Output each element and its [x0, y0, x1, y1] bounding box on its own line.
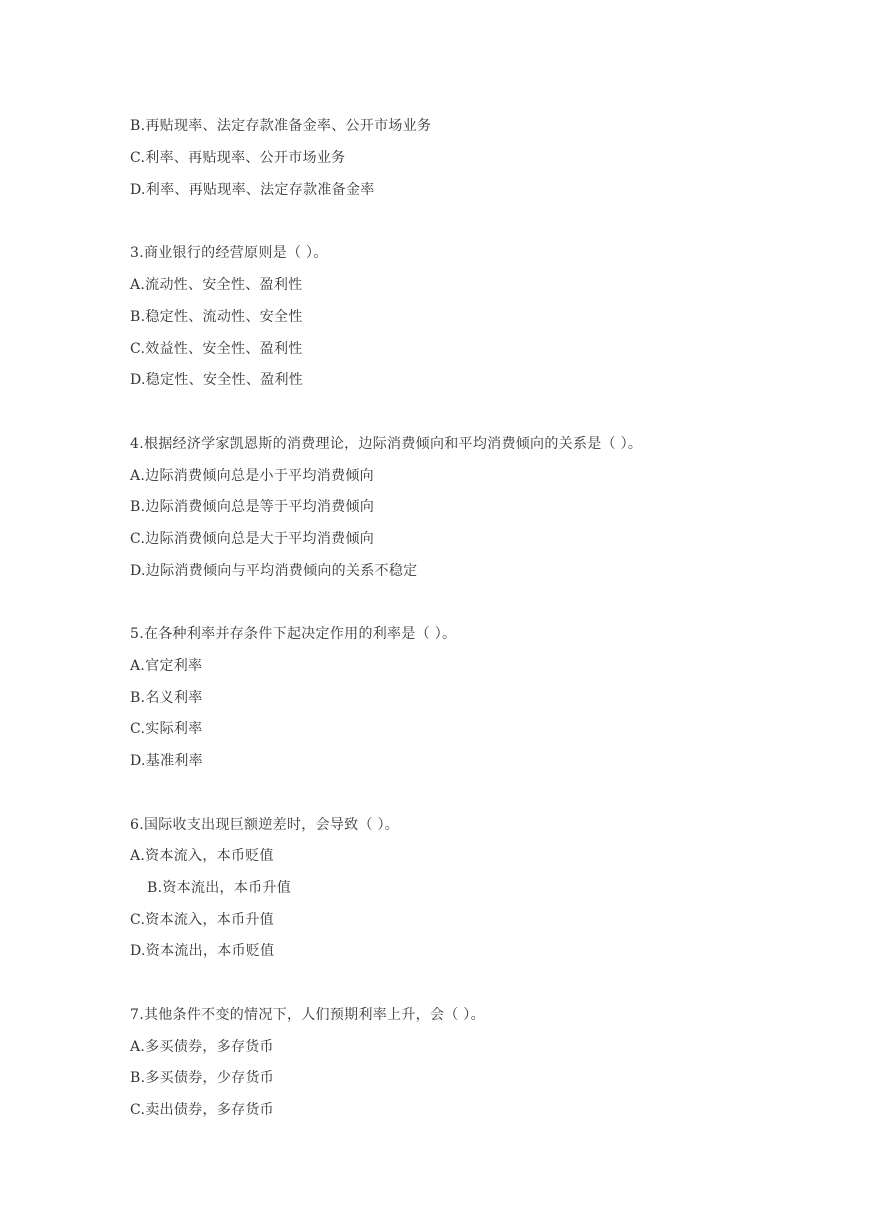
option-a: A.流动性、安全性、盈利性 [130, 277, 303, 293]
option-b: B.多买债券，少存货币 [130, 1070, 275, 1086]
option-a: A.官定利率 [130, 658, 203, 674]
question-4-stem: 4.根据经济学家凯恩斯的消费理论，边际消费倾向和平均消费倾向的关系是（ ）。 [130, 436, 643, 452]
option-a: A.资本流入，本币贬值 [130, 848, 274, 864]
option-b: B.再贴现率、法定存款准备金率、公开市场业务 [130, 118, 432, 134]
option-d: D.资本流出，本币贬值 [130, 943, 275, 959]
question-7-stem: 7.其他条件不变的情况下，人们预期利率上升，会（ ）。 [130, 1007, 485, 1023]
option-c: C.边际消费倾向总是大于平均消费倾向 [130, 531, 375, 547]
option-a: A.多买债券，多存货币 [130, 1039, 274, 1055]
option-c: C.利率、再贴现率、公开市场业务 [130, 150, 346, 166]
option-c: C.资本流入，本币升值 [130, 912, 274, 928]
question-3-stem: 3.商业银行的经营原则是（ ）。 [130, 245, 328, 261]
option-b: B.边际消费倾向总是等于平均消费倾向 [130, 499, 375, 515]
option-b: B.名义利率 [130, 690, 203, 706]
option-c: C.卖出债券，多存货币 [130, 1102, 274, 1118]
option-d: D.稳定性、安全性、盈利性 [130, 372, 304, 388]
option-b: B.稳定性、流动性、安全性 [130, 309, 303, 325]
question-5-stem: 5.在各种利率并存条件下起决定作用的利率是（ ）。 [130, 626, 457, 642]
option-c: C.实际利率 [130, 721, 203, 737]
question-6-stem: 6.国际收支出现巨额逆差时，会导致（ ）。 [130, 817, 400, 833]
option-d: D.利率、再贴现率、法定存款准备金率 [130, 182, 375, 198]
option-a: A.边际消费倾向总是小于平均消费倾向 [130, 468, 374, 484]
option-c: C.效益性、安全性、盈利性 [130, 341, 303, 357]
option-d: D.边际消费倾向与平均消费倾向的关系不稳定 [130, 563, 418, 579]
option-b: B.资本流出，本币升值 [147, 880, 292, 896]
option-d: D.基准利率 [130, 753, 203, 769]
